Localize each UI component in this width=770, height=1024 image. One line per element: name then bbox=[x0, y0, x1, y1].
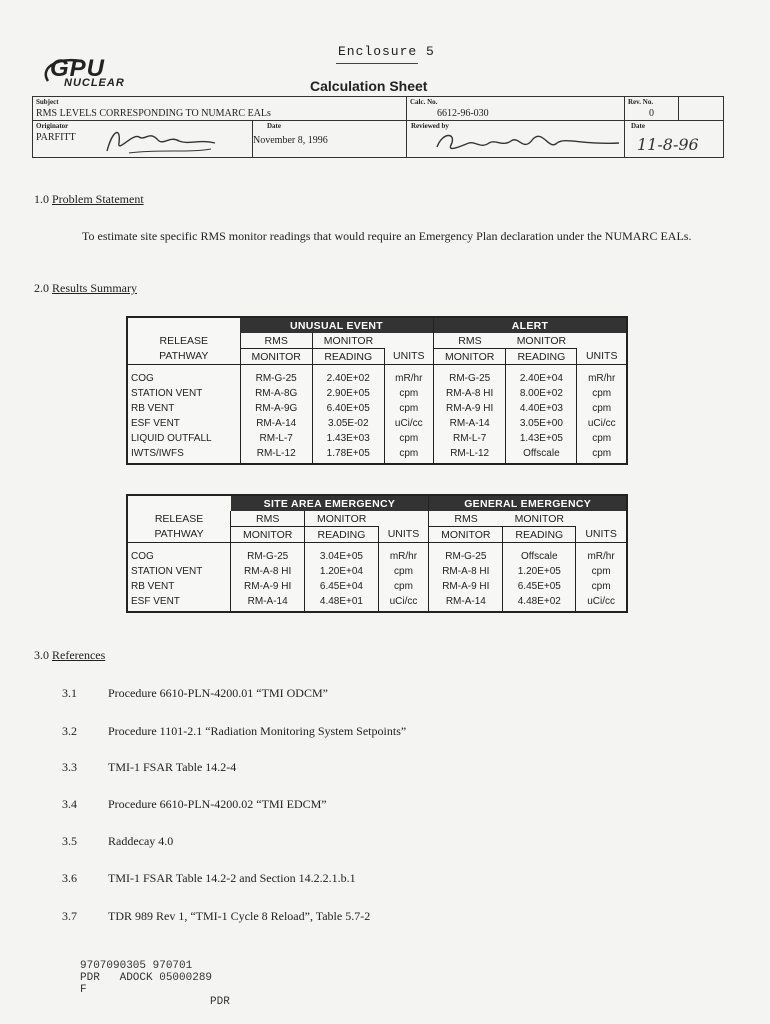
table2-group-header bbox=[127, 495, 627, 511]
table-cell: RM-A-9 HI bbox=[231, 579, 305, 594]
table-cell: LIQUID OUTFALL bbox=[131, 433, 212, 444]
table-cell: cpm bbox=[378, 564, 429, 579]
table1-group-unusual-event: UNUSUAL EVENT bbox=[290, 319, 383, 332]
stamp-line-1: 9707090305 970701 bbox=[80, 960, 193, 972]
table-cell: 1.43E+05 bbox=[506, 431, 577, 446]
reference-text: TDR 989 Rev 1, “TMI-1 Cycle 8 Reload”, Table 5.7-2 bbox=[108, 909, 371, 923]
table-row bbox=[127, 401, 627, 416]
reference-text: Procedure 1101-2.1 “Radiation Monitoring System Setpoints” bbox=[108, 724, 407, 738]
table1-hdr-units: UNITS bbox=[384, 349, 433, 365]
rev-blank-cell bbox=[679, 97, 723, 121]
reference-number: 3.1 bbox=[62, 686, 77, 700]
table-cell: mR/hr bbox=[378, 543, 429, 565]
subject-label: Subject bbox=[36, 98, 59, 106]
table-cell: cpm bbox=[577, 386, 627, 401]
section-1-number: 1.0 bbox=[34, 192, 49, 206]
date-cell bbox=[253, 121, 407, 157]
table-cell: RM-L-7 bbox=[433, 431, 505, 446]
subject-value: RMS LEVELS CORRESPONDING TO NUMARC EALs bbox=[36, 108, 271, 119]
table2-hdr-units-2: UNITS bbox=[576, 527, 627, 543]
reviewed-cell bbox=[407, 121, 625, 157]
calc-no-value: 6612-96-030 bbox=[437, 108, 489, 119]
reference-number: 3.2 bbox=[62, 724, 77, 738]
table-cell: ESF VENT bbox=[131, 418, 180, 429]
table-cell: 4.48E+01 bbox=[305, 594, 378, 612]
table-cell: RB VENT bbox=[131, 581, 175, 592]
table-row bbox=[127, 579, 627, 594]
table1-body bbox=[127, 365, 627, 465]
table1-group-header bbox=[127, 317, 627, 333]
table-cell: STATION VENT bbox=[131, 566, 203, 577]
table1-hdr-release: RELEASE bbox=[159, 334, 208, 347]
table2-hdr-monitor-sub-2: MONITOR bbox=[429, 527, 503, 543]
table-cell: cpm bbox=[577, 401, 627, 416]
enclosure-label: Enclosure 5 bbox=[338, 44, 435, 59]
table-cell: 1.78E+05 bbox=[312, 446, 384, 464]
table-cell: IWTS/IWFS bbox=[131, 448, 184, 459]
table1-hdr-monitor-sub: MONITOR bbox=[240, 349, 312, 365]
table-cell: RM-A-8 HI bbox=[231, 564, 305, 579]
table-cell: RM-A-14 bbox=[240, 416, 312, 431]
subject-cell bbox=[33, 97, 407, 121]
table-cell: 4.40E+03 bbox=[506, 401, 577, 416]
originator-cell bbox=[33, 121, 253, 157]
table-cell: RM-A-8 HI bbox=[429, 564, 503, 579]
section-3-title: References bbox=[52, 648, 106, 662]
reviewer-signature-icon bbox=[433, 127, 623, 157]
date2-cell bbox=[625, 121, 723, 157]
table1-group-alert: ALERT bbox=[433, 317, 627, 333]
reference-number: 3.4 bbox=[62, 797, 77, 811]
table-cell: uCi/cc bbox=[378, 594, 429, 612]
reference-text: Raddecay 4.0 bbox=[108, 834, 174, 848]
table-cell: RM-G-25 bbox=[231, 543, 305, 565]
table-cell: uCi/cc bbox=[577, 416, 627, 431]
page-title: Calculation Sheet bbox=[310, 78, 428, 94]
table1-hdr-pathway: PATHWAY bbox=[127, 349, 240, 365]
table-cell: 3.05E-02 bbox=[312, 416, 384, 431]
table-cell: cpm bbox=[384, 446, 433, 464]
table-cell: COG bbox=[131, 373, 154, 384]
table2-hdr-rms: RMS bbox=[231, 511, 305, 527]
table-cell: COG bbox=[131, 551, 154, 562]
table-cell: cpm bbox=[384, 401, 433, 416]
results-table-unusual-alert bbox=[126, 316, 628, 465]
table1-hdr-monitor: MONITOR bbox=[312, 333, 384, 349]
table-cell: cpm bbox=[384, 431, 433, 446]
table-cell: RM-A-14 bbox=[433, 416, 505, 431]
date2-label: Date bbox=[631, 122, 645, 130]
table2-hdr-monitor-sub: MONITOR bbox=[231, 527, 305, 543]
table-cell: RB VENT bbox=[131, 403, 175, 414]
docket-stamp bbox=[80, 960, 230, 1008]
table-cell: cpm bbox=[384, 386, 433, 401]
table-cell: RM-G-25 bbox=[240, 365, 312, 387]
table-cell: 1.20E+04 bbox=[305, 564, 378, 579]
stamp-line-2: PDR ADOCK 05000289 bbox=[80, 972, 213, 984]
table-cell: 3.04E+05 bbox=[305, 543, 378, 565]
table2-group-site-area: SITE AREA EMERGENCY bbox=[263, 497, 396, 510]
table-cell: 8.00E+02 bbox=[506, 386, 577, 401]
table2-hdr-pathway: PATHWAY bbox=[127, 527, 231, 543]
logo-brand: GPU bbox=[50, 55, 106, 82]
table-cell: 6.45E+04 bbox=[305, 579, 378, 594]
table-cell: 2.90E+05 bbox=[312, 386, 384, 401]
table-cell: mR/hr bbox=[576, 543, 627, 565]
table-cell: uCi/cc bbox=[384, 416, 433, 431]
stamp-line-3: F bbox=[80, 984, 87, 996]
table1-hdr-monitor-sub-2: MONITOR bbox=[433, 349, 505, 365]
table-cell: Offscale bbox=[503, 543, 576, 565]
header-table bbox=[32, 96, 724, 158]
table-row bbox=[127, 386, 627, 401]
reference-text: TMI-1 FSAR Table 14.2-4 bbox=[108, 760, 237, 774]
originator-value: PARFITT bbox=[36, 132, 76, 143]
reference-text: TMI-1 FSAR Table 14.2-2 and Section 14.2.2.1.b.1 bbox=[108, 871, 356, 885]
calc-no-label: Calc. No. bbox=[410, 98, 438, 106]
section-2-number: 2.0 bbox=[34, 281, 49, 295]
table-row bbox=[127, 365, 627, 387]
section-3-heading bbox=[34, 648, 105, 663]
problem-statement-text: To estimate site specific RMS monitor readings that would require an Emergency Plan declaration under the NUMARC EALs. bbox=[82, 229, 692, 243]
table-row bbox=[127, 416, 627, 431]
table-row bbox=[127, 594, 627, 612]
table-cell: 1.20E+05 bbox=[503, 564, 576, 579]
gpu-nuclear-logo bbox=[36, 55, 166, 93]
table-cell: mR/hr bbox=[577, 365, 627, 387]
table2-group-general: GENERAL EMERGENCY bbox=[429, 495, 627, 511]
table-cell: 2.40E+04 bbox=[506, 365, 577, 387]
table-row bbox=[127, 564, 627, 579]
table-cell: cpm bbox=[577, 446, 627, 464]
reference-number: 3.5 bbox=[62, 834, 77, 848]
table-cell: RM-A-9 HI bbox=[429, 579, 503, 594]
table-cell: cpm bbox=[576, 579, 627, 594]
reference-text: Procedure 6610-PLN-4200.02 “TMI EDCM” bbox=[108, 797, 327, 811]
section-3-number: 3.0 bbox=[34, 648, 49, 662]
table-cell: mR/hr bbox=[384, 365, 433, 387]
rev-label: Rev. No. bbox=[628, 98, 654, 106]
reference-text: Procedure 6610-PLN-4200.01 “TMI ODCM” bbox=[108, 686, 328, 700]
section-1-title: Problem Statement bbox=[52, 192, 144, 206]
table-row bbox=[127, 446, 627, 464]
reference-number: 3.3 bbox=[62, 760, 77, 774]
table2-body bbox=[127, 543, 627, 613]
table-cell: 6.40E+05 bbox=[312, 401, 384, 416]
table2-hdr-monitor-2: MONITOR bbox=[514, 512, 564, 525]
reference-number: 3.7 bbox=[62, 909, 77, 923]
table-row bbox=[127, 543, 627, 565]
table1-colhdr-row1 bbox=[127, 333, 627, 349]
calc-no-cell bbox=[407, 97, 625, 121]
section-2-title: Results Summary bbox=[52, 281, 138, 295]
rev-cell bbox=[625, 97, 679, 121]
table-cell: 3.05E+00 bbox=[506, 416, 577, 431]
table1-hdr-monitor-2: MONITOR bbox=[516, 334, 567, 347]
reviewed-label: Reviewed by bbox=[411, 122, 449, 130]
table2-hdr-monitor: MONITOR bbox=[305, 511, 378, 527]
table1-hdr-rms: RMS bbox=[240, 333, 312, 349]
table2-hdr-rms-2: RMS bbox=[429, 511, 503, 527]
table2-hdr-reading: READING bbox=[305, 527, 378, 543]
table-cell: 2.40E+02 bbox=[312, 365, 384, 387]
table2-hdr-reading-2: READING bbox=[503, 527, 576, 543]
table-cell: RM-A-14 bbox=[231, 594, 305, 612]
table-cell: Offscale bbox=[506, 446, 577, 464]
table-cell: cpm bbox=[378, 579, 429, 594]
table-cell: STATION VENT bbox=[131, 388, 203, 399]
table1-colhdr-row2 bbox=[127, 349, 627, 365]
table-cell: 6.45E+05 bbox=[503, 579, 576, 594]
table-cell: cpm bbox=[576, 564, 627, 579]
table2-colhdr-row2 bbox=[127, 527, 627, 543]
table-cell: 1.43E+03 bbox=[312, 431, 384, 446]
table-cell: RM-G-25 bbox=[429, 543, 503, 565]
handwritten-date: 11-8-96 bbox=[637, 135, 699, 154]
reference-number: 3.6 bbox=[62, 871, 77, 885]
originator-signature-icon bbox=[99, 123, 219, 157]
table-cell: RM-L-12 bbox=[240, 446, 312, 464]
results-table-site-general bbox=[126, 494, 628, 613]
enclosure-underline bbox=[336, 63, 418, 64]
table-cell: RM-L-7 bbox=[240, 431, 312, 446]
table2-colhdr-row1 bbox=[127, 511, 627, 527]
table-cell: RM-A-9G bbox=[240, 401, 312, 416]
table1-hdr-rms-2: RMS bbox=[433, 333, 505, 349]
table-cell: RM-A-9 HI bbox=[433, 401, 505, 416]
table-cell: RM-G-25 bbox=[433, 365, 505, 387]
table-cell: RM-A-8G bbox=[240, 386, 312, 401]
table-cell: RM-A-8 HI bbox=[433, 386, 505, 401]
table1-hdr-reading: READING bbox=[312, 349, 384, 365]
date-value: November 8, 1996 bbox=[253, 135, 328, 146]
table-row bbox=[127, 431, 627, 446]
stamp-line-4: PDR bbox=[210, 996, 230, 1008]
table2-hdr-release: RELEASE bbox=[154, 512, 204, 525]
table-cell: uCi/cc bbox=[576, 594, 627, 612]
table-cell: 4.48E+02 bbox=[503, 594, 576, 612]
table1-hdr-reading-2: READING bbox=[506, 349, 577, 365]
table-cell: RM-A-14 bbox=[429, 594, 503, 612]
rev-value: 0 bbox=[649, 108, 654, 119]
table-cell: RM-L-12 bbox=[433, 446, 505, 464]
originator-label: Originator bbox=[36, 122, 69, 130]
table1-hdr-units-2: UNITS bbox=[577, 349, 627, 365]
date-label: Date bbox=[267, 122, 281, 130]
table2-hdr-units: UNITS bbox=[378, 527, 429, 543]
table-cell: cpm bbox=[577, 431, 627, 446]
logo-sub: NUCLEAR bbox=[64, 77, 125, 89]
table-cell: ESF VENT bbox=[131, 596, 180, 607]
section-2-heading bbox=[34, 281, 137, 296]
section-1-heading bbox=[34, 192, 144, 207]
